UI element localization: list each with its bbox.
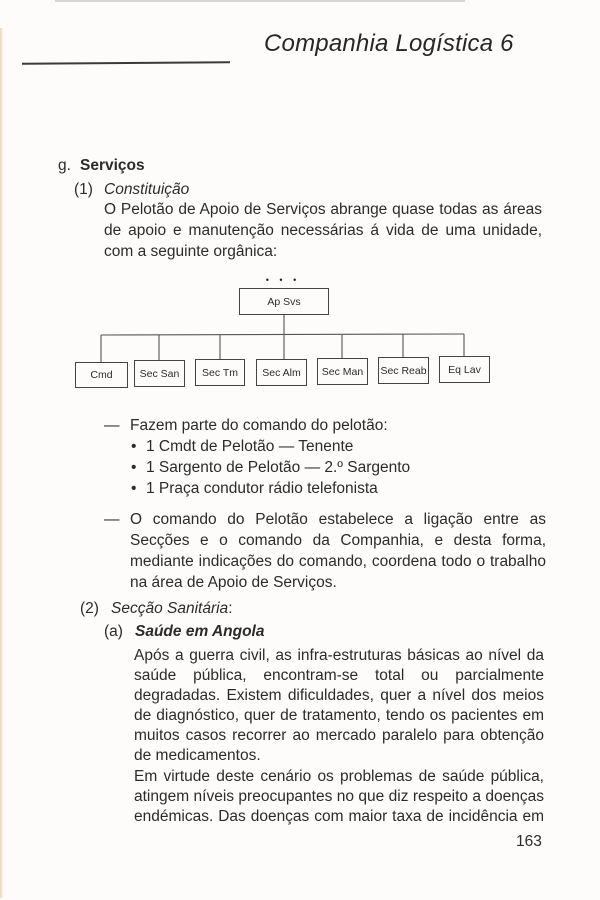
paragraph-line: endémicas. Das doenças com maior taxa de incidência em <box>134 808 544 825</box>
command-member: 1 Cmdt de Pelotão — Tenente <box>146 438 354 455</box>
page-top-edge <box>55 0 465 2</box>
paragraph-line: de medicamentos. <box>134 747 261 764</box>
subsection-1-title: Constituição <box>104 181 190 198</box>
page-number: 163 <box>516 833 542 850</box>
paragraph-line: mediante indicações do comando, coordena todo o trabalho <box>130 553 546 570</box>
paragraph-line: O Pelotão de Apoio de Serviços abrange quase todas as áreas <box>104 201 542 218</box>
paragraph-line: degradadas. Existem dificuldades, quer a nível dos meios <box>134 687 544 704</box>
org-node-child: Sec Reab <box>378 357 429 384</box>
bullet: • <box>131 480 137 497</box>
org-node-child: Sec Tm <box>195 359 245 386</box>
paragraph-line: Após a guerra civil, as infra-estruturas básicas ao nível da <box>134 647 544 664</box>
command-intro: Fazem parte do comando do pelotão: <box>130 417 388 434</box>
subsection-2-title-suffix: : <box>228 600 233 617</box>
paragraph-line: O comando do Pelotão estabelece a ligação entre as <box>130 511 546 528</box>
header-rule <box>22 61 230 64</box>
paragraph-line: saúde pública, encontram-se total ou parcialmente <box>134 667 544 684</box>
bullet: • <box>131 459 137 476</box>
running-title: Companhia Logística 6 <box>264 30 514 57</box>
command-member: 1 Praça condutor rádio telefonista <box>146 480 378 497</box>
paragraph-line: de diagnóstico, quer de tratamento, tendo os pacientes em <box>134 707 544 724</box>
horizontal-bus <box>101 334 464 335</box>
root-marker-dots: • • • <box>265 275 301 285</box>
org-node-child: Eq Lav <box>439 356 490 383</box>
org-node-root: Ap Svs <box>239 288 329 315</box>
org-node-child: Cmd <box>75 362 128 388</box>
paragraph-line: muitos casos recorrer ao mercado paralelo para obtenção <box>134 727 544 744</box>
dash-marker: — <box>104 511 120 528</box>
paragraph-line: Secções e o comando da Companhia, e desta forma, <box>130 532 546 549</box>
subsection-1-marker: (1) <box>74 181 93 198</box>
subsection-2-heading <box>111 599 233 619</box>
subsection-a-title: Saúde em Angola <box>135 623 265 640</box>
subsection-2-marker: (2) <box>80 600 99 617</box>
paragraph-line: na área de Apoio de Serviços. <box>130 574 337 591</box>
command-member: 1 Sargento de Pelotão — 2.º Sargento <box>146 459 411 476</box>
section-marker: g. <box>58 157 71 174</box>
paragraph-line: de apoio e manutenção necessárias á vida de uma unidade, <box>104 222 542 239</box>
org-node-child: Sec Alm <box>256 359 307 386</box>
org-node-child: Sec Man <box>317 358 368 385</box>
subsection-2-title: Secção Sanitária <box>111 600 229 617</box>
paragraph-line: com a seguinte orgânica: <box>104 243 278 260</box>
paragraph-line: Em virtude deste cenário os problemas de saúde pública, <box>134 768 544 785</box>
page-left-edge <box>0 28 3 898</box>
paragraph-line: atingem níveis preocupantes no que diz respeito a doenças <box>134 788 544 805</box>
org-node-child: Sec San <box>134 360 185 387</box>
section-title: Serviços <box>80 157 145 174</box>
dash-marker: — <box>104 417 120 434</box>
bullet: • <box>131 438 137 455</box>
subsection-a-marker: (a) <box>104 623 123 640</box>
